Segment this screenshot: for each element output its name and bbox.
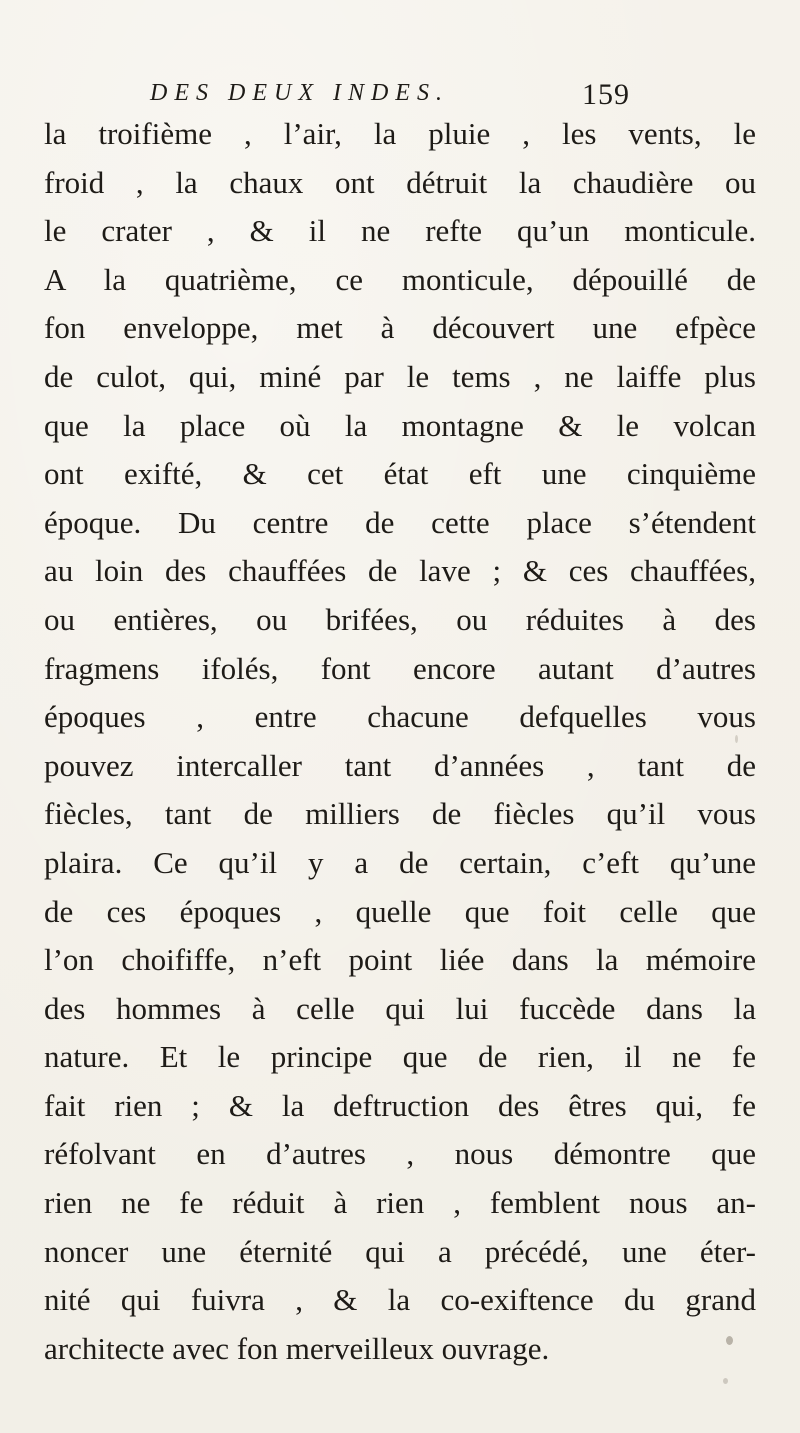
text-line: pouvez intercaller tant d’années , tant de — [44, 747, 756, 783]
text-line: de ces époques , quelle que foit celle que — [44, 893, 756, 929]
text-line: que la place où la montagne & le volcan — [44, 407, 756, 443]
text-line: rien ne fe réduit à rien , femblent nous an- — [44, 1185, 756, 1221]
ink-speck — [723, 1378, 728, 1384]
body-text — [44, 110, 756, 1373]
text-line: nature. Et le principe que de rien, il ne fe — [44, 1039, 756, 1075]
text-line: époques , entre chacune defquelles vous — [44, 699, 756, 735]
text-line: réfolvant en d’autres , nous démontre que — [44, 1136, 756, 1172]
text-line: noncer une éternité qui a précédé, une éter- — [44, 1233, 756, 1269]
text-line: la troifième , l’air, la pluie , les vents, le — [44, 116, 756, 151]
text-line: froid , la chaux ont détruit la chaudière ou — [44, 164, 756, 200]
text-line: fon enveloppe, met à découvert une efpèce — [44, 310, 756, 346]
text-line: le crater , & il ne refte qu’un monticule. — [44, 213, 756, 249]
text-line: plaira. Ce qu’il y a de certain, c’eft qu’une — [44, 844, 756, 880]
running-title: DES DEUX INDES. — [150, 80, 449, 106]
text-line: architecte avec fon merveilleux ouvrage. — [44, 1330, 550, 1366]
text-line: au loin des chauffées de lave ; & ces chauffées, — [44, 553, 756, 589]
text-line: fiècles, tant de milliers de fiècles qu’il vous — [44, 796, 756, 832]
ink-speck — [735, 735, 738, 743]
text-line: de culot, qui, miné par le tems , ne laiffe plus — [44, 358, 756, 394]
text-line: époque. Du centre de cette place s’étendent — [44, 504, 756, 540]
ink-speck — [726, 1336, 733, 1345]
text-line: A la quatrième, ce monticule, dépouillé de — [44, 261, 756, 297]
text-line: fait rien ; & la deftruction des êtres qui, fe — [44, 1087, 756, 1123]
page-number: 159 — [582, 78, 630, 111]
text-line: des hommes à celle qui lui fuccède dans la — [44, 990, 756, 1026]
text-line: nité qui fuivra , & la co-exiftence du grand — [44, 1282, 756, 1318]
text-line: fragmens ifolés, font encore autant d’autres — [44, 650, 756, 686]
text-line: l’on choififfe, n’eft point liée dans la mémoire — [44, 942, 756, 978]
text-line: ou entières, ou brifées, ou réduites à des — [44, 601, 756, 637]
text-line: ont exifté, & cet état eft une cinquième — [44, 456, 756, 492]
